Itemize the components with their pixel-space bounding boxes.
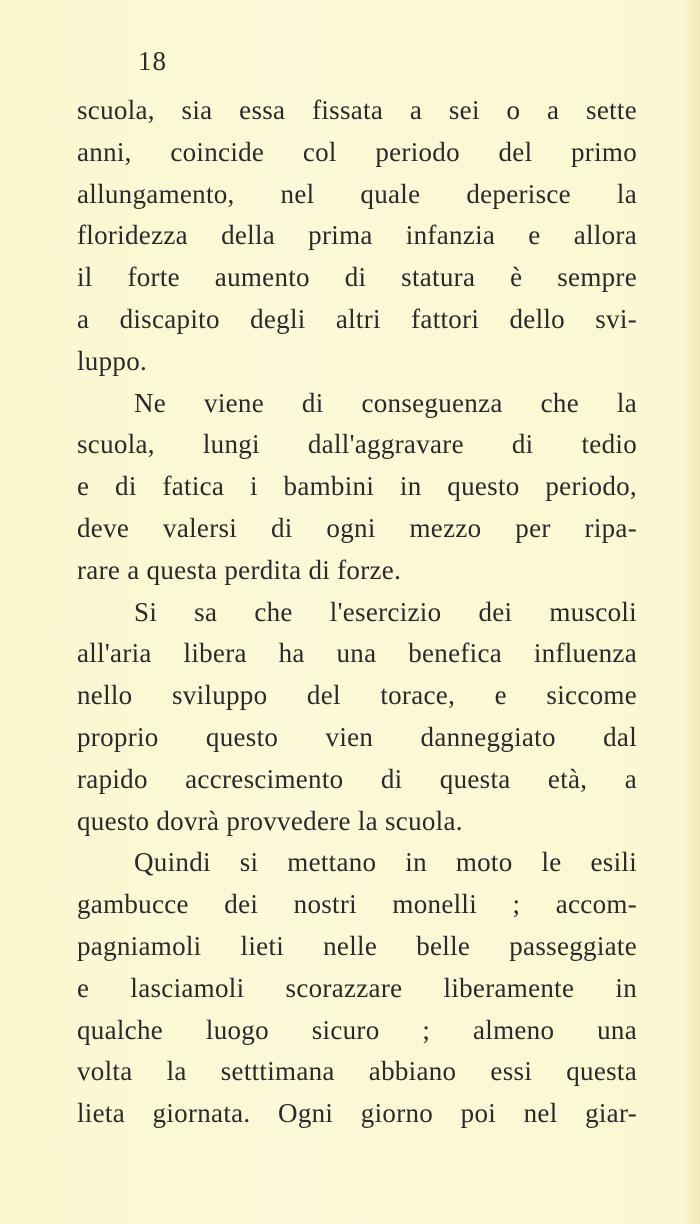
text-line: Quindi si mettano in moto le esili [134, 847, 637, 878]
text-line: proprio questo vien danneggiato dal [77, 721, 637, 752]
text-line: floridezza della prima infanzia e allora [77, 220, 637, 251]
text-line: all'aria libera ha una benefica influenza [77, 638, 637, 669]
page-edge-shadow [682, 0, 700, 1224]
page-number: 18 [138, 46, 167, 76]
text-line: anni, coincide col periodo del primo [77, 136, 637, 167]
text-line: gambucce dei nostri monelli ; accom- [77, 889, 637, 920]
text-line: questo dovrà provvedere la scuola. [77, 805, 463, 836]
text-line: Si sa che l'esercizio dei muscoli [134, 596, 637, 627]
text-line: Ne viene di conseguenza che la [134, 387, 637, 418]
text-line: volta la setttimana abbiano essi questa [77, 1056, 637, 1087]
text-line: e di fatica i bambini in questo periodo, [77, 471, 637, 502]
text-line: a discapito degli altri fattori dello svi- [77, 303, 637, 334]
text-line: allungamento, nel quale deperisce la [77, 178, 637, 209]
text-line: luppo. [77, 345, 148, 376]
body-text [77, 90, 637, 1135]
text-line: pagniamoli lieti nelle belle passeggiate [77, 930, 637, 961]
text-line: qualche luogo sicuro ; almeno una [77, 1014, 637, 1045]
text-line: scuola, lungi dall'aggravare di tedio [77, 429, 637, 460]
text-line: deve valersi di ogni mezzo per ripa- [77, 512, 637, 543]
text-line: rare a questa perdita di forze. [77, 554, 402, 585]
text-line: e lasciamoli scorazzare liberamente in [77, 972, 637, 1003]
text-line: nello sviluppo del torace, e siccome [77, 680, 637, 711]
text-line: scuola, sia essa fissata a sei o a sette [77, 95, 637, 125]
text-line: lieta giornata. Ogni giorno poi nel giar- [77, 1098, 637, 1129]
text-line: il forte aumento di statura è sempre [77, 262, 637, 293]
text-line: rapido accrescimento di questa età, a [77, 763, 637, 794]
